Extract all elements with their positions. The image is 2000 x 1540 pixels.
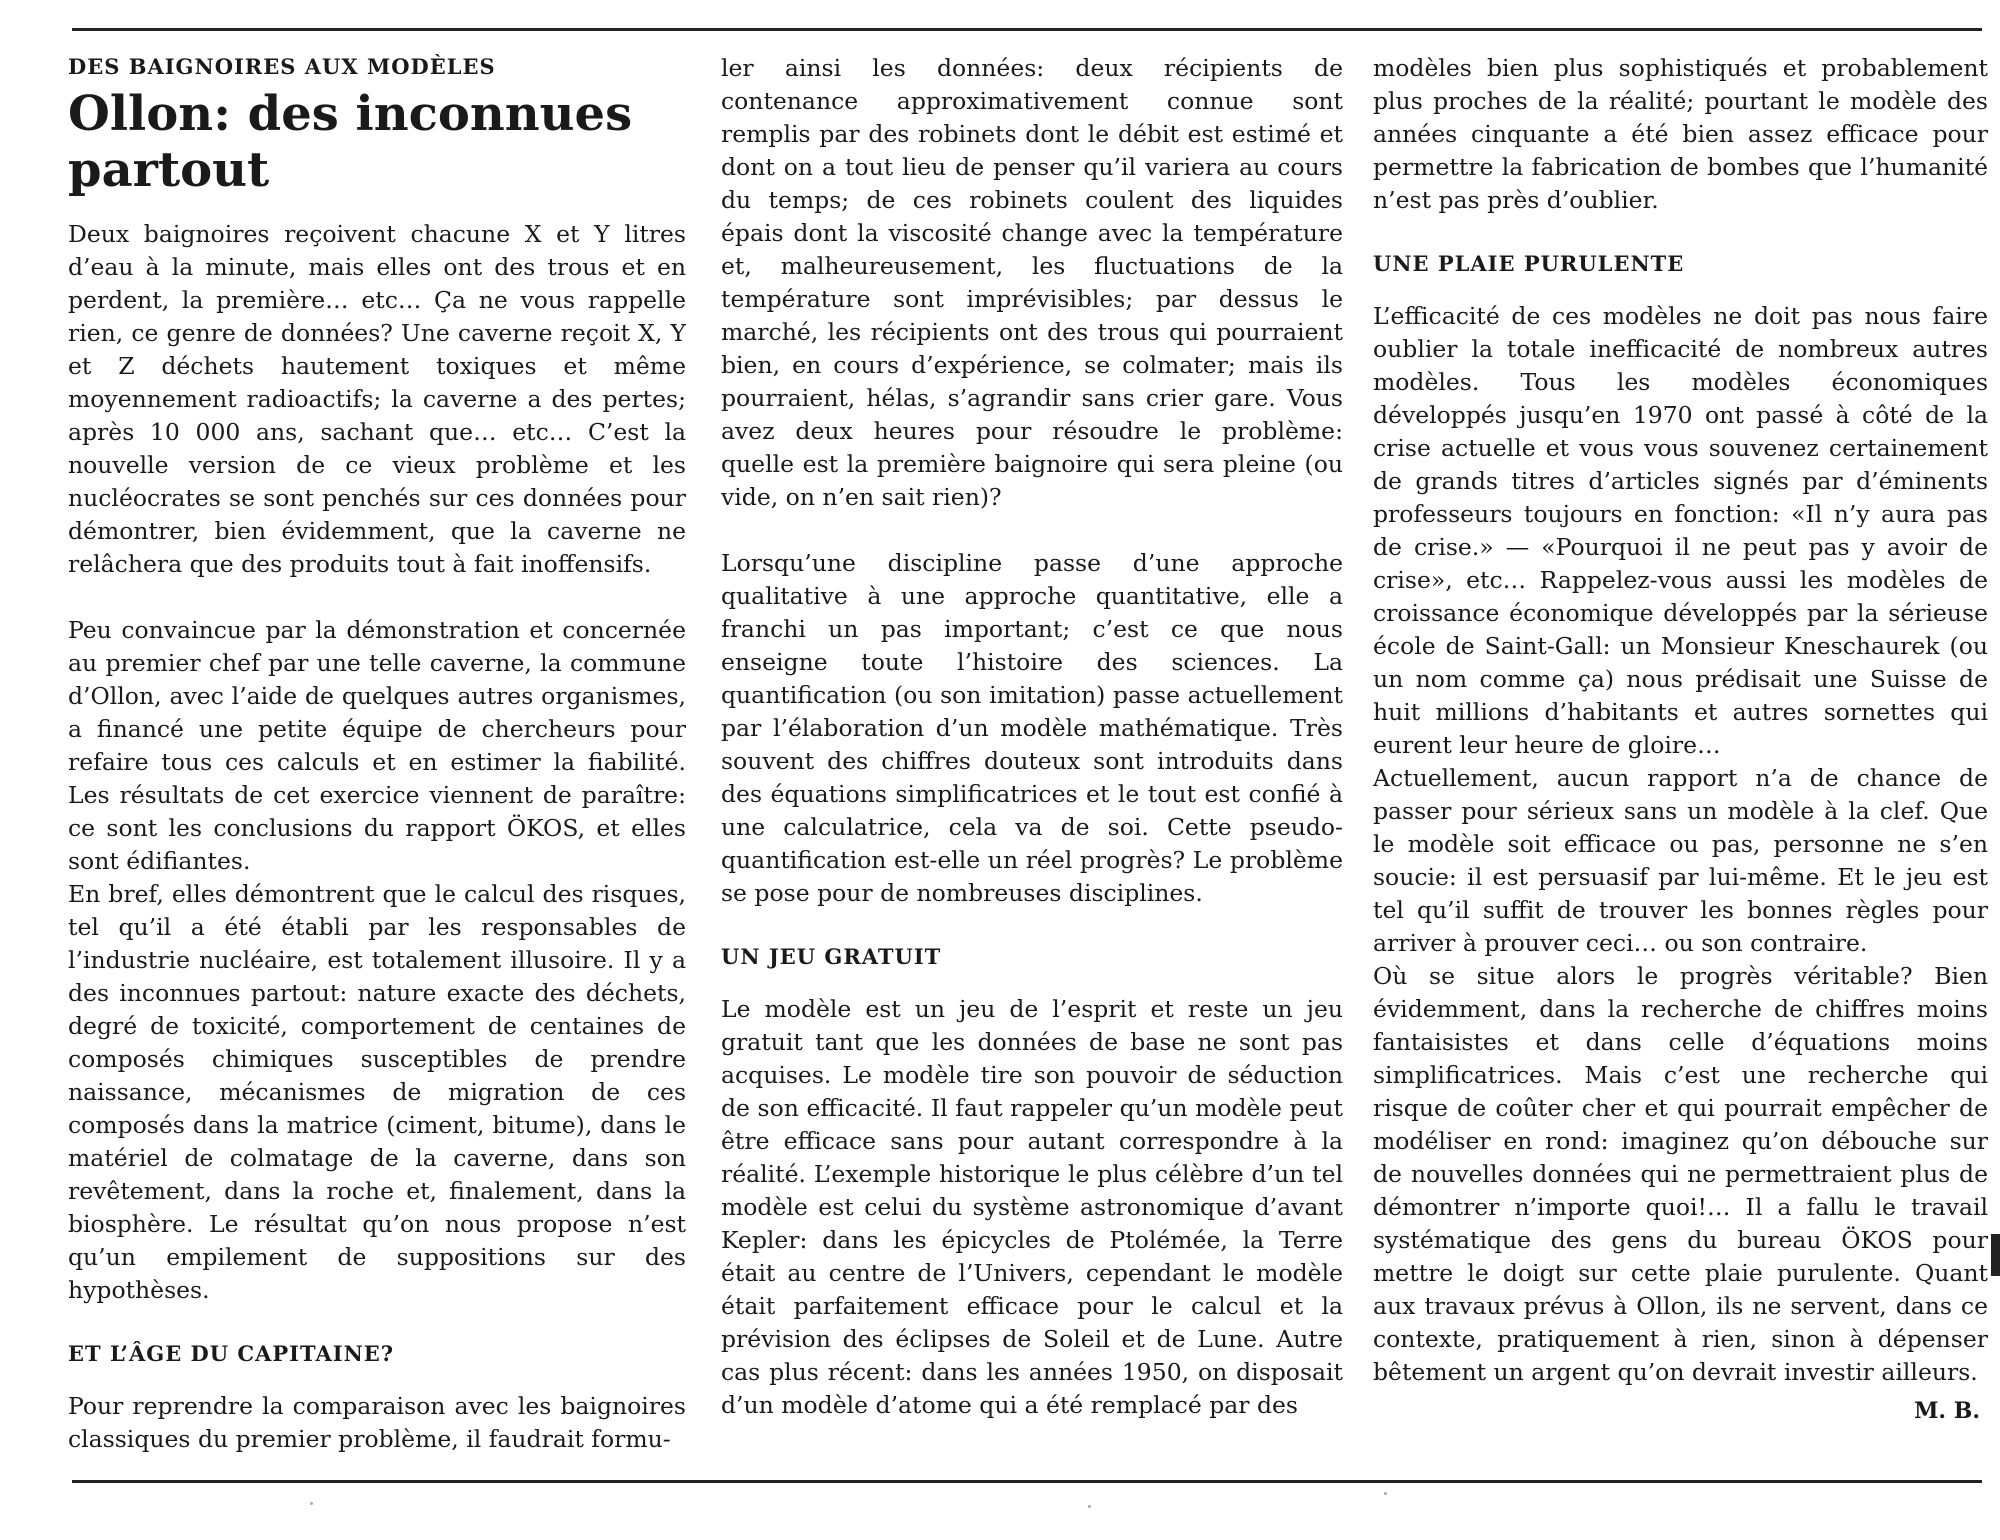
paragraph: En bref, elles démontrent que le calcul des risques, tel qu’il a été établi par les responsables de l’industrie nucléaire, est totalement illusoire. Il y a des inconnues partout: nature exacte des déchets, degré de toxicité, comportement de centaines de composés chimiques susceptibles de prendre naissance, mécanismes de migration de ces composés dans la matrice (ciment, bitume), dans le matériel de colmatage de la caverne, dans son revêtement, dans la roche et, finalement, dans la biosphère. Le résultat qu’on nous propose n’est qu’un empilement de suppositions sur des hypothèses. bbox=[68, 880, 686, 1304]
paragraph: Actuellement, aucun rapport n’a de chance de passer pour sérieux sans un modèle à la clef. Que le modèle soit efficace ou pas, personne ne s’en soucie: il est persuasif par lui-même. Et le jeu est tel qu’il suffit de trouver les bonnes règles pour arriver à prouver ceci… ou son contraire. bbox=[1373, 764, 1988, 957]
page-edge-mark bbox=[1991, 1234, 2000, 1276]
article-kicker: DES BAIGNOIRES AUX MODÈLES bbox=[68, 54, 496, 79]
column-1 bbox=[68, 52, 686, 1462]
paragraph: Lorsqu’une discipline passe d’une approche qualitative à une approche quantitative, elle a franchi un pas important; c’est ce que nous enseigne toute l’histoire des sciences. La quantification (ou son imitation) passe actuellement par l’élaboration d’un modèle mathématique. Très souvent des chiffres douteux sont introduits dans des équations simplificatrices et le tout est confié à une calculatrice, cela va de soi. Cette pseudo-quantification est-elle un réel progrès? Le problème se pose pour de nombreuses disciplines. bbox=[721, 549, 1343, 907]
paragraph: L’efficacité de ces modèles ne doit pas nous faire oublier la totale inefficacité de nombreux autres modèles. Tous les modèles économiques développés jusqu’en 1970 ont passé à côté de la crise actuelle et vous vous souvenez certainement de grands titres d’articles signés par d’éminents professeurs toujours en fonction: «Il n’y aura pas de crise.» — «Pourquoi il ne peut pas y avoir de crise», etc… Rappelez-vous aussi les modèles de croissance économique développés par la sérieuse école de Saint-Gall: un Monsieur Kneschaurek (ou un nom comme ça) nous prédisait une Suisse de huit millions d’habitants et autres sornettes qui eurent leur heure de gloire… bbox=[1373, 302, 1988, 759]
bottom-rule bbox=[72, 1480, 1982, 1483]
article-title: Ollon: des inconnues partout bbox=[68, 86, 633, 198]
paragraph: ler ainsi les données: deux récipients de contenance approximativement connue sont remplis par des robinets dont le débit est estimé et dont on a tout lieu de penser qu’il variera au cours du temps; de ces robinets coulent des liquides épais dont la viscosité change avec la température et, malheureusement, les fluctuations de la température sont imprévisibles; par dessus le marché, les récipients ont des trous qui pourraient bien, en cours d’expérience, se colmater; mais ils pourraient, hélas, s’agrandir sans crier gare. Vous avez deux heures pour résoudre le problème: quelle est la première baignoire qui sera pleine (ou vide, on n’en sait rien)? bbox=[721, 54, 1343, 511]
paragraph: Le modèle est un jeu de l’esprit et reste un jeu gratuit tant que les données de base ne sont pas acquises. Le modèle tire son pouvoir de séduction de son efficacité. Il faut rappeler qu’un modèle peut être efficace sans pour autant correspondre à la réalité. L’exemple historique le plus célèbre d’un tel modèle est celui du système astronomique d’avant Kepler: dans les épicycles de Ptolémée, la Terre était au centre de l’Univers, cependant le modèle était parfaitement efficace pour le calcul et la prévision des éclipses de Soleil et de Lune. Autre cas plus récent: dans les années 1950, on disposait d’un modèle d’atome qui a été remplacé par des bbox=[721, 995, 1343, 1419]
paragraph: modèles bien plus sophistiqués et probablement plus proches de la réalité; pourtant le modèle des années cinquante a été bien assez efficace pour permettre la fabrication de bombes que l’humanité n’est pas près d’oublier. bbox=[1373, 54, 1988, 214]
scan-speck bbox=[1088, 1505, 1091, 1508]
paragraph: Où se situe alors le progrès véritable? Bien évidemment, dans la recherche de chiffres moins fantaisistes et dans celle d’équations moins simplificatrices. Mais c’est une recherche qui risque de coûter cher et qui pourrait empêcher de modéliser en rond: imaginez qu’on débouche sur de nouvelles données qui ne permettraient plus de démontrer n’importe quoi!… Il a fallu le travail systématique des gens du bureau ÖKOS pour mettre le doigt sur cette plaie purulente. Quant aux travaux prévus à Ollon, ils ne servent, dans ce contexte, pratiquement à rien, sinon à dépenser bêtement un argent qu’on devrait investir ailleurs. bbox=[1373, 962, 1988, 1386]
paragraph: Deux baignoires reçoivent chacune X et Y litres d’eau à la minute, mais elles ont des trous et en perdent, la première… etc… Ça ne vous rappelle rien, ce genre de données? Une caverne reçoit X, Y et Z déchets hautement toxiques et même moyennement radioactifs; la caverne a des pertes; après 10 000 ans, sachant que… etc… C’est la nouvelle version de ce vieux problème et les nucléocrates se sont penchés sur ces données pour démontrer, bien évidemment, que la caverne ne relâchera que des produits tout à fait inoffensifs. bbox=[68, 220, 686, 578]
top-rule bbox=[72, 28, 1982, 31]
section-heading: UNE PLAIE PURULENTE bbox=[1373, 251, 1685, 276]
section-heading: UN JEU GRATUIT bbox=[721, 944, 942, 969]
column-2 bbox=[721, 52, 1343, 1462]
paragraph: Pour reprendre la comparaison avec les baignoires classiques du premier problème, il faudrait formu- bbox=[68, 1392, 686, 1453]
author-signature: M. B. bbox=[1914, 1398, 1980, 1424]
paragraph: Peu convaincue par la démonstration et concernée au premier chef par une telle caverne, la commune d’Ollon, avec l’aide de quelques autres organismes, a financé une petite équipe de chercheurs pour refaire tous ces calculs et en estimer la fiabilité. Les résultats de cet exercice viennent de paraître: ce sont les conclusions du rapport ÖKOS, et elles sont édifiantes. bbox=[68, 616, 686, 875]
section-heading: ET L’ÂGE DU CAPITAINE? bbox=[68, 1341, 395, 1366]
scan-speck bbox=[310, 1502, 313, 1505]
column-3 bbox=[1373, 52, 1988, 1462]
scan-speck bbox=[1384, 1492, 1387, 1495]
